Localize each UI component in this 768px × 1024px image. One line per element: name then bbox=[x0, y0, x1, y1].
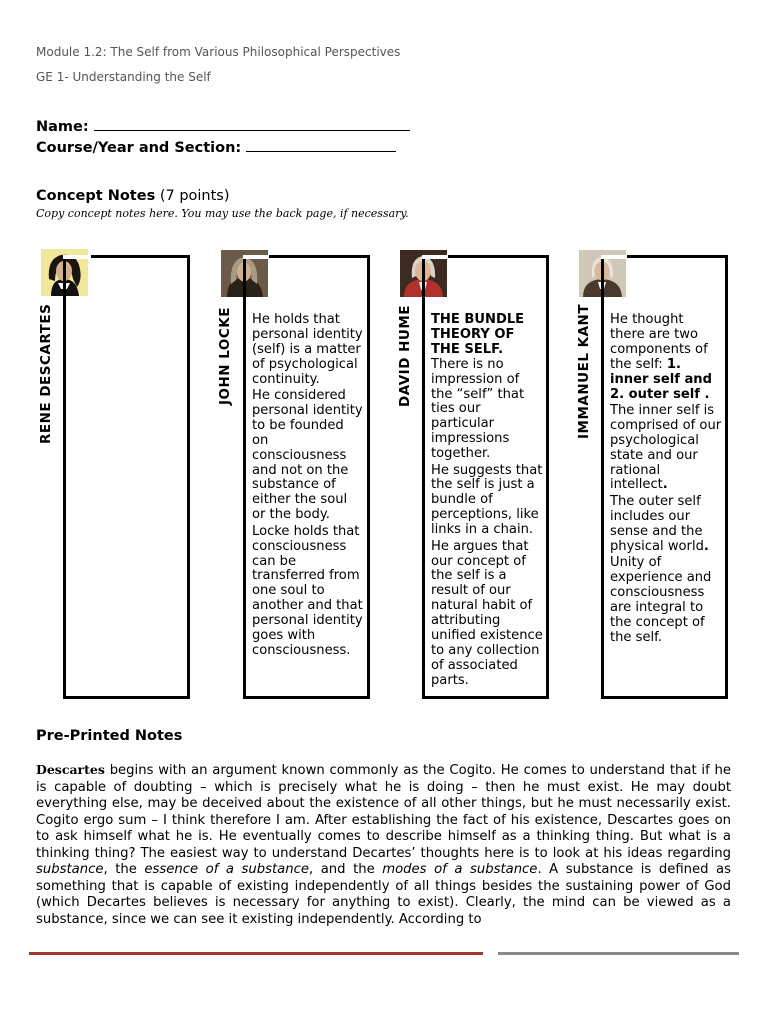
kant-note-2-text: The inner self is comprised of our psychological state and our rational intellect bbox=[610, 402, 722, 493]
course-blank[interactable] bbox=[246, 137, 396, 152]
locke-notes bbox=[252, 313, 364, 660]
preprinted-text-1: begins with an argument known commonly as the Cogito. He comes to understand that if he is capable of doubting – which is precisely what he is doing – then he must exist. He may doubt everything else, may be deceived about the existence of all other things, but he must necessarily exist. Cogito ergo sum – I think therefore I am. After establishing the fact of his existence, Descartes goes on to ask himself what he is. He eventually comes to describe himself as a thinking thing. But what is a thinking thing? The easiest way to understand Decartes’ thoughts here is to look at his ideas regarding bbox=[36, 763, 731, 861]
preprinted-italic-3: modes of a substance bbox=[382, 862, 538, 877]
preprinted-text-4: . A substance is defined as something that is capable of existing independently of all things besides the sustaining power of God (which Decartes believes is necessary for anything to exist). Clearly, the mind can be viewed as a substance, since we can see it existing independently. According to bbox=[36, 862, 731, 927]
preprinted-body bbox=[36, 762, 731, 928]
locke-box-gap bbox=[243, 255, 269, 259]
course-field-row bbox=[36, 137, 396, 156]
preprinted-lead: Descartes bbox=[36, 762, 105, 777]
kant-notes bbox=[610, 313, 722, 647]
locke-label: JOHN LOCKE bbox=[217, 307, 233, 405]
preprinted-text-3: , and the bbox=[308, 862, 383, 877]
kant-note-3-text: The outer self includes our sense and the physical world bbox=[610, 493, 704, 554]
kant-note-3 bbox=[610, 495, 722, 555]
hume-note-2: He suggests that the self is just a bundle of perceptions, like links in a chain. bbox=[431, 462, 543, 538]
concept-notes-points: (7 points) bbox=[159, 188, 230, 204]
name-label: Name: bbox=[36, 119, 89, 135]
name-blank[interactable] bbox=[94, 116, 410, 131]
hume-notes bbox=[431, 313, 543, 690]
name-field-row bbox=[36, 116, 410, 135]
hume-box-gap bbox=[422, 255, 448, 259]
hume-label: DAVID HUME bbox=[397, 304, 413, 407]
preprinted-italic-1: substance bbox=[36, 862, 104, 877]
course-label: Course/Year and Section: bbox=[36, 140, 242, 156]
hume-heading: THE BUNDLE THEORY OF THE SELF. bbox=[431, 312, 525, 357]
course-title: GE 1- Understanding the Self bbox=[36, 70, 211, 84]
locke-note-2: He considered personal identity to be founded on consciousness and not on the substance of either the soul or the body. bbox=[252, 388, 363, 523]
kant-note-1-text: He thought there are two components of the self: bbox=[610, 312, 708, 372]
concept-instruction: Copy concept notes here. You may use the back page, if necessary. bbox=[36, 207, 409, 220]
kant-note-1-bold: 1. inner self and 2. outer self . bbox=[610, 356, 712, 402]
kant-note-1 bbox=[610, 313, 722, 402]
module-title: Module 1.2: The Self from Various Philosophical Perspectives bbox=[36, 45, 401, 59]
concept-notes-heading bbox=[36, 188, 230, 204]
footer-rule-right bbox=[498, 952, 739, 955]
descartes-label: RENE DESCARTES bbox=[38, 303, 54, 444]
preprinted-title: Pre-Printed Notes bbox=[36, 728, 183, 744]
locke-note-1: He holds that personal identity (self) is a matter of psychological continuity. bbox=[252, 312, 363, 387]
kant-note-3-dot: . bbox=[703, 538, 709, 554]
descartes-box bbox=[63, 255, 190, 699]
footer-rule-left bbox=[29, 952, 483, 955]
kant-box-gap bbox=[601, 255, 627, 259]
descartes-box-gap bbox=[63, 255, 91, 259]
preprinted-italic-2: essence of a substance bbox=[144, 862, 309, 877]
kant-note-4: Unity of experience and consciousness are integral to the concept of the self. bbox=[610, 555, 712, 645]
kant-label: IMMANUEL KANT bbox=[576, 303, 592, 439]
kant-note-2 bbox=[610, 404, 722, 493]
locke-note-3: Locke holds that consciousness can be transferred from one soul to another and that personal identity goes with consciousness. bbox=[252, 523, 363, 658]
concept-notes-title: Concept Notes bbox=[36, 188, 156, 204]
preprinted-text-2: , the bbox=[103, 862, 145, 877]
kant-note-2-dot: . bbox=[662, 477, 668, 493]
hume-note-1: There is no impression of the “self” that ties our particular impressions together. bbox=[431, 356, 525, 462]
hume-note-3: He argues that our concept of the self is a result of our natural habit of attributing unified existence to any collection of associated parts. bbox=[431, 538, 543, 688]
